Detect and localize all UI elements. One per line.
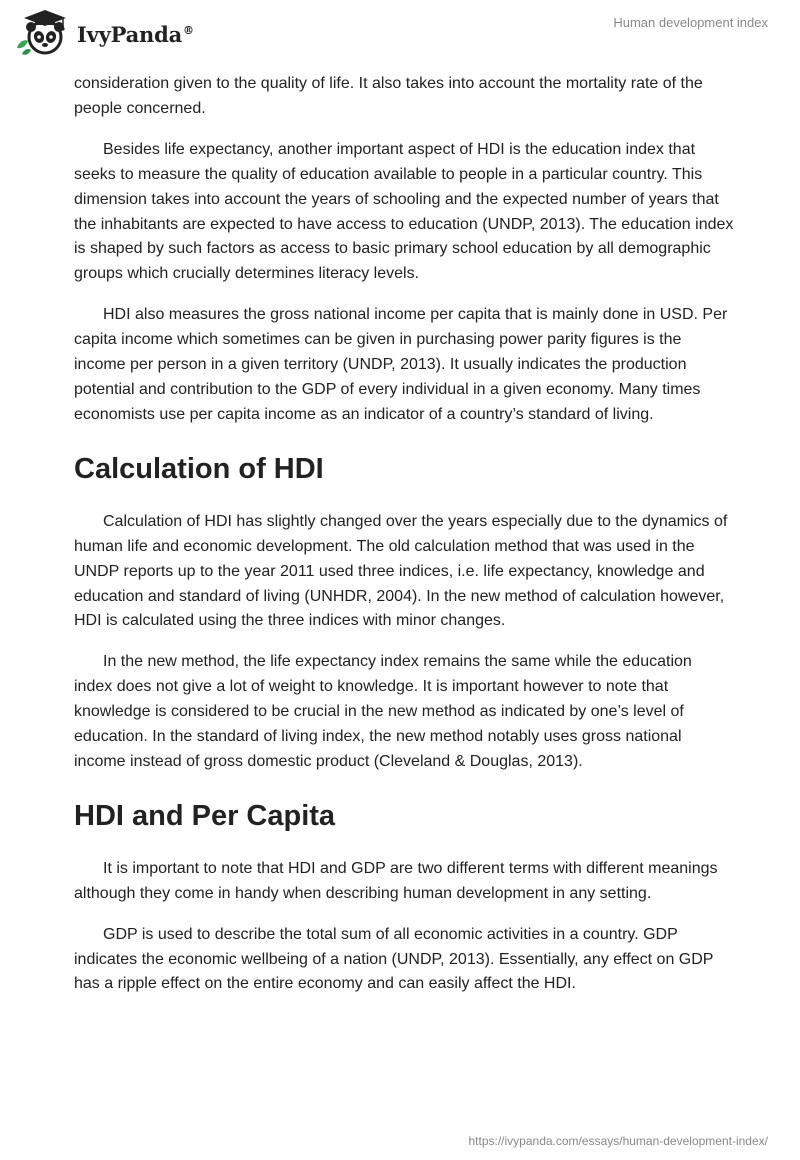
paragraph: In the new method, the life expectancy index remains the same while the education index does not give a lot of weight to knowledge. It is important however to note that knowledge is considered to be crucial in the new method as indicated by one’s level of education. In the standard of living index, the new method notably uses gross national income instead of gross domestic product (Cleveland & Douglas, 2013).: [74, 653, 692, 770]
section-heading-per-capita: HDI and Per Capita: [74, 799, 336, 832]
paragraph: HDI also measures the gross national income per capita that is mainly done in USD. Per capita income which sometimes can be given in purchasing power parity figures is the income per person in a given territory (UNDP, 2013). It usually indicates the production potential and contribution to the GDP of every individual in a given economy. Many times economists use per capita income as an indicator of a country’s standard of living.: [74, 306, 728, 423]
ivypanda-logo[interactable]: [14, 8, 194, 58]
paragraph: Calculation of HDI has slightly changed over the years especially due to the dynamics of human life and economic development. The old calculation method that was used in the UNDP reports up to the year 2011 used three indices, i.e. life expectancy, knowledge and education and standard of living (UNHDR, 2004). In the new method of calculation however, HDI is calculated using the three indices with minor changes.: [74, 512, 728, 630]
paragraph: GDP is used to describe the total sum of all economic activities in a country. GDP indicates the economic wellbeing of a nation (UNDP, 2013). Essentially, any effect on GDP has a ripple effect on the entire economy and can easily affect the HDI.: [74, 925, 714, 993]
panda-graduate-icon: [14, 8, 72, 58]
essay-body: [74, 72, 734, 1013]
source-url[interactable]: https://ivypanda.com/essays/human-development-index/: [468, 1134, 768, 1148]
paragraph: consideration given to the quality of life. It also takes into account the mortality rate of the people concerned.: [74, 75, 703, 117]
paragraph: Besides life expectancy, another important aspect of HDI is the education index that seeks to measure the quality of education available to people in a particular country. This dimension takes into account the years of schooling and the expected number of years that the inhabitants are expected to have access to education (UNDP, 2013). The education index is shaped by such factors as access to basic primary school education by all demographic groups which crucially determines literacy levels.: [74, 140, 734, 283]
page-header: [0, 0, 800, 64]
paragraph: It is important to note that HDI and GDP are two different terms with different meanings although they come in handy when describing human development in any setting.: [74, 859, 718, 902]
section-heading-calculation: Calculation of HDI: [74, 452, 324, 485]
brand-name: IvyPanda®: [77, 21, 194, 47]
document-title: Human development index: [613, 15, 768, 30]
